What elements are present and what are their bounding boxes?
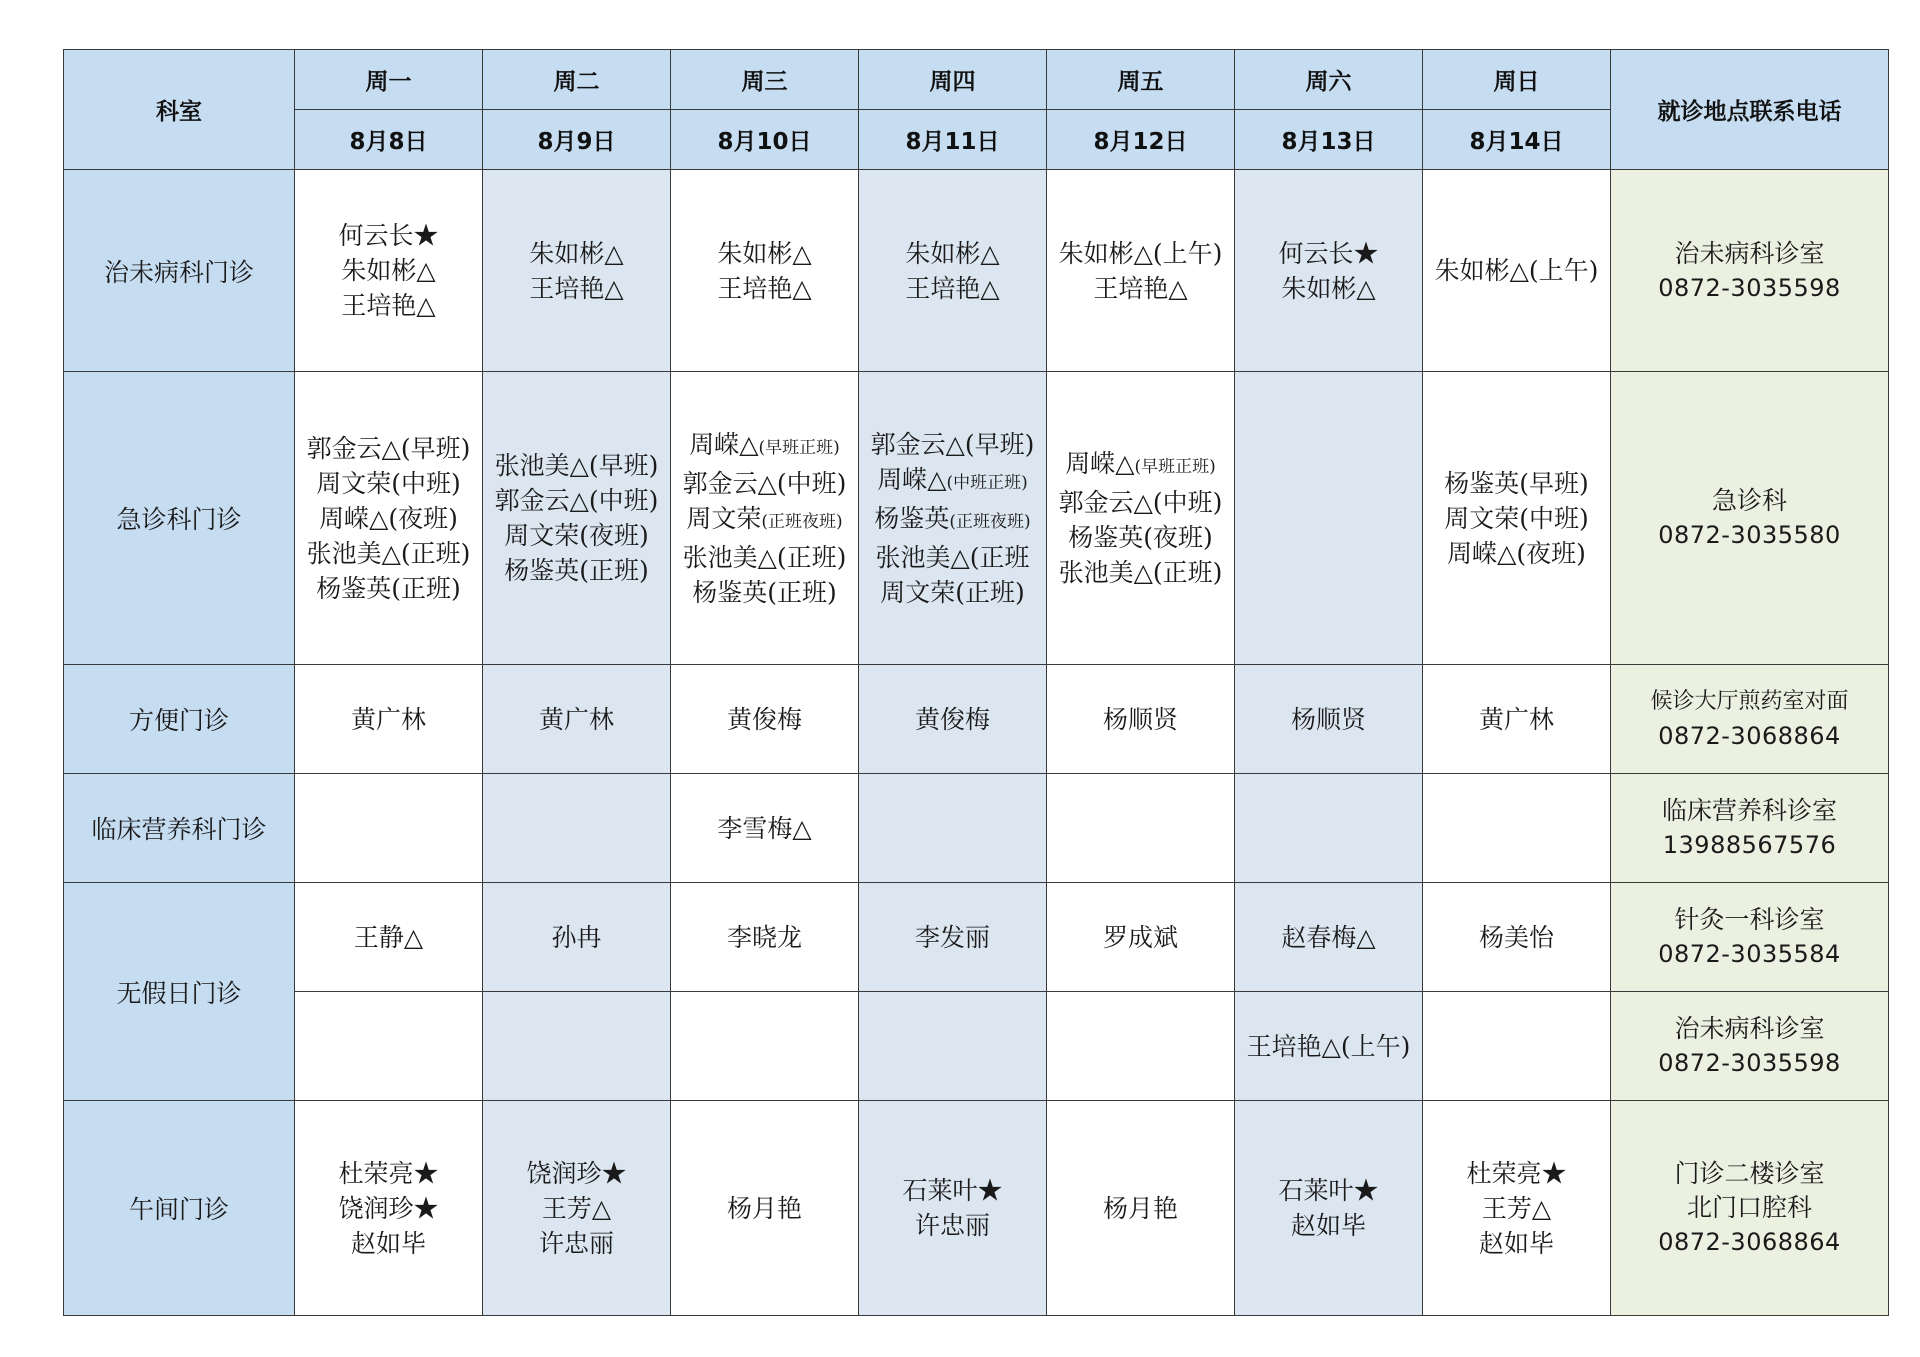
date-wed: 8月10日 (671, 110, 859, 170)
day-cell (859, 774, 1047, 883)
contact-phone: 0872-3035598 (1658, 1049, 1841, 1077)
staff-entry: 李雪梅△ (717, 813, 812, 843)
staff-entry: 黄俊梅 (726, 704, 802, 734)
day-cell (671, 992, 859, 1101)
staff-entry: 杜荣亮★ (1466, 1158, 1567, 1188)
staff-entry: 杨鉴英(正班) (692, 577, 837, 607)
staff-entry: 杨鉴英(夜班) (1068, 523, 1213, 552)
weekday-fri: 周五 (1047, 50, 1235, 110)
day-cell (671, 1101, 859, 1316)
day-cell (1235, 774, 1423, 883)
staff-entry: 郭金云△(早班) (306, 433, 471, 463)
contact-phone: 0872-3035584 (1658, 940, 1841, 968)
date-thu: 8月11日 (859, 110, 1047, 170)
staff-entry: 黄广林 (350, 704, 426, 734)
contact-location: 针灸一科诊室 (1674, 905, 1825, 934)
staff-entry: 杨鉴英(正班) (316, 573, 461, 603)
staff-entry: 杨鉴英(早班) (1444, 468, 1589, 498)
staff-entry: 王培艳△ (529, 273, 624, 303)
contact-location: 急诊科 (1711, 486, 1787, 515)
day-cell (671, 372, 859, 665)
staff-entry: 周文荣(正班) (880, 577, 1025, 607)
day-cell (483, 992, 671, 1101)
staff-entry: 朱如彬△ (905, 238, 1000, 268)
day-cell (859, 665, 1047, 774)
staff-entry: 周嵘△(中班正班) (877, 464, 1028, 494)
day-cell (1235, 992, 1423, 1101)
staff-entry: 郭金云△(中班) (494, 486, 659, 515)
staff-entry: 郭金云△(早班) (870, 429, 1035, 459)
day-cell (1235, 372, 1423, 665)
staff-entry: 杨鉴英(正班) (504, 556, 649, 585)
staff-entry: 王培艳△ (717, 273, 812, 303)
contact-phone: 0872-3068864 (1658, 722, 1841, 750)
staff-entry: 王芳△ (1481, 1193, 1552, 1223)
weekday-thu: 周四 (859, 50, 1047, 110)
day-cell (295, 665, 483, 774)
day-cell (1423, 774, 1611, 883)
dept-name: 急诊科门诊 (64, 372, 295, 665)
contact-location: 临床营养科诊室 (1661, 796, 1837, 825)
staff-entry: 罗成斌 (1102, 922, 1178, 952)
shift-note: (早班正班) (758, 437, 840, 458)
contact-cell (1611, 883, 1889, 992)
staff-entry: 朱如彬△(上午) (1434, 256, 1599, 285)
weekday-sat: 周六 (1235, 50, 1423, 110)
dept-name: 方便门诊 (64, 665, 295, 774)
day-cell (671, 170, 859, 372)
staff-entry: 杨顺贤 (1102, 704, 1178, 734)
staff-entry: 郭金云△(中班) (1058, 488, 1223, 517)
contact-cell (1611, 372, 1889, 665)
contact-cell (1611, 992, 1889, 1101)
row-wujian (64, 1101, 1889, 1316)
staff-entry: 周嵘△(早班正班) (689, 429, 840, 459)
day-cell (859, 992, 1047, 1101)
day-cell (295, 1101, 483, 1316)
weekday-wed: 周三 (671, 50, 859, 110)
day-cell (483, 774, 671, 883)
staff-entry: 朱如彬△(上午) (1058, 238, 1223, 268)
contact-cell (1611, 1101, 1889, 1316)
day-cell (859, 170, 1047, 372)
staff-entry: 张池美△(正班 (875, 542, 1030, 572)
staff-entry: 杨月艳 (726, 1193, 802, 1223)
day-cell (1235, 170, 1423, 372)
day-cell (483, 665, 671, 774)
contact-header: 就诊地点联系电话 (1611, 50, 1889, 170)
staff-entry: 王培艳△ (1093, 273, 1188, 303)
staff-entry: 周文荣(中班) (316, 468, 461, 498)
contact-phone: 0872-3035598 (1658, 273, 1841, 302)
staff-entry: 赵如毕 (1290, 1211, 1366, 1240)
staff-entry: 杨鉴英(正班夜班) (874, 503, 1031, 533)
day-cell (1047, 992, 1235, 1101)
day-cell (295, 883, 483, 992)
contact-phone: 13988567576 (1662, 831, 1837, 859)
staff-entry: 赵如毕 (1478, 1228, 1554, 1258)
staff-entry: 张池美△(正班) (682, 542, 847, 572)
dept-name: 无假日门诊 (64, 883, 295, 1101)
staff-entry: 王静△ (353, 922, 424, 952)
staff-entry: 石莱叶★ (1278, 1176, 1379, 1205)
day-cell (1047, 170, 1235, 372)
day-cell (1423, 170, 1611, 372)
day-cell (1047, 1101, 1235, 1316)
staff-entry: 杨美怡 (1478, 922, 1554, 952)
day-cell (483, 883, 671, 992)
staff-entry: 周文荣(夜班) (504, 521, 649, 550)
day-cell (295, 774, 483, 883)
staff-entry: 石莱叶★ (902, 1176, 1003, 1205)
staff-entry: 周嵘△(夜班) (319, 503, 458, 533)
day-cell (1235, 665, 1423, 774)
header-weekday-row (64, 50, 1889, 110)
staff-entry: 王培艳△(上午) (1246, 1031, 1411, 1061)
day-cell (1235, 883, 1423, 992)
day-cell (1235, 1101, 1423, 1316)
shift-note: (中班正班) (946, 472, 1028, 493)
day-cell (859, 1101, 1047, 1316)
day-cell (1423, 665, 1611, 774)
staff-entry: 饶润珍★ (526, 1158, 627, 1188)
staff-entry: 杨月艳 (1102, 1193, 1178, 1223)
row-jizhen (64, 372, 1889, 665)
day-cell (671, 665, 859, 774)
staff-entry: 饶润珍★ (338, 1193, 439, 1223)
staff-entry: 王培艳△ (905, 273, 1000, 303)
staff-entry: 郭金云△(中班) (682, 468, 847, 498)
dept-name: 治未病科门诊 (64, 170, 295, 372)
contact-location: 门诊二楼诊室 (1674, 1159, 1825, 1188)
staff-entry: 周文荣(中班) (1444, 503, 1589, 533)
staff-entry: 杜荣亮★ (338, 1158, 439, 1188)
shift-note: (正班夜班) (949, 511, 1031, 532)
staff-entry: 赵春梅△ (1281, 922, 1376, 952)
staff-entry: 王芳△ (541, 1193, 612, 1223)
staff-entry: 王培艳△ (341, 291, 436, 320)
day-cell (671, 774, 859, 883)
contact-location: 候诊大厅煎药室对面 (1650, 689, 1849, 714)
staff-entry: 李晓龙 (726, 922, 802, 952)
day-cell (1423, 372, 1611, 665)
dept-name: 午间门诊 (64, 1101, 295, 1316)
date-sun: 8月14日 (1423, 110, 1611, 170)
row-wujiari-2 (64, 992, 1889, 1101)
staff-entry: 杨顺贤 (1290, 704, 1366, 734)
day-cell (1423, 992, 1611, 1101)
date-fri: 8月12日 (1047, 110, 1235, 170)
staff-entry: 李发丽 (914, 922, 990, 952)
staff-entry: 何云长★ (1278, 238, 1379, 268)
date-sat: 8月13日 (1235, 110, 1423, 170)
day-cell (1047, 774, 1235, 883)
day-cell (1423, 1101, 1611, 1316)
day-cell (671, 883, 859, 992)
row-yingyang (64, 774, 1889, 883)
staff-entry: 孙冉 (551, 922, 602, 952)
day-cell (859, 883, 1047, 992)
staff-entry: 朱如彬△ (717, 238, 812, 268)
dept-name: 临床营养科门诊 (64, 774, 295, 883)
staff-entry: 张池美△(早班) (494, 451, 659, 480)
date-tue: 8月9日 (483, 110, 671, 170)
weekday-sun: 周日 (1423, 50, 1611, 110)
row-zhiweibing (64, 170, 1889, 372)
weekday-mon: 周一 (295, 50, 483, 110)
schedule-table (63, 49, 1889, 1316)
day-cell (295, 170, 483, 372)
staff-entry: 朱如彬△ (341, 256, 436, 285)
staff-entry: 张池美△(正班) (306, 538, 471, 568)
contact-location: 北门口腔科 (1686, 1193, 1812, 1222)
staff-entry: 赵如毕 (350, 1228, 426, 1258)
day-cell (483, 372, 671, 665)
shift-note: (正班夜班) (761, 511, 843, 532)
day-cell (483, 170, 671, 372)
staff-entry: 张池美△(正班) (1058, 558, 1223, 587)
day-cell (483, 1101, 671, 1316)
staff-entry: 朱如彬△ (1281, 273, 1376, 303)
staff-entry: 周文荣(正班夜班) (686, 503, 843, 533)
day-cell (1047, 372, 1235, 665)
contact-cell (1611, 170, 1889, 372)
contact-cell (1611, 774, 1889, 883)
dept-header: 科室 (64, 50, 295, 170)
contact-phone: 0872-3068864 (1658, 1228, 1841, 1256)
contact-phone: 0872-3035580 (1658, 521, 1841, 549)
day-cell (295, 992, 483, 1101)
contact-cell (1611, 665, 1889, 774)
weekday-tue: 周二 (483, 50, 671, 110)
staff-entry: 周嵘△(早班正班) (1065, 449, 1216, 478)
staff-entry: 朱如彬△ (529, 238, 624, 268)
day-cell (859, 372, 1047, 665)
staff-entry: 黄俊梅 (914, 704, 990, 734)
day-cell (295, 372, 483, 665)
row-fangbian (64, 665, 1889, 774)
day-cell (1423, 883, 1611, 992)
date-mon: 8月8日 (295, 110, 483, 170)
day-cell (1047, 665, 1235, 774)
day-cell (1047, 883, 1235, 992)
shift-note: (早班正班) (1134, 457, 1216, 477)
contact-location: 治未病科诊室 (1674, 1014, 1825, 1043)
staff-entry: 许忠丽 (914, 1211, 990, 1240)
row-wujiari-1 (64, 883, 1889, 992)
staff-entry: 黄广林 (1478, 704, 1554, 734)
contact-location: 治未病科诊室 (1674, 238, 1825, 268)
staff-entry: 许忠丽 (538, 1228, 614, 1258)
staff-entry: 周嵘△(夜班) (1447, 538, 1586, 568)
staff-entry: 何云长★ (338, 221, 439, 250)
staff-entry: 黄广林 (538, 704, 614, 734)
